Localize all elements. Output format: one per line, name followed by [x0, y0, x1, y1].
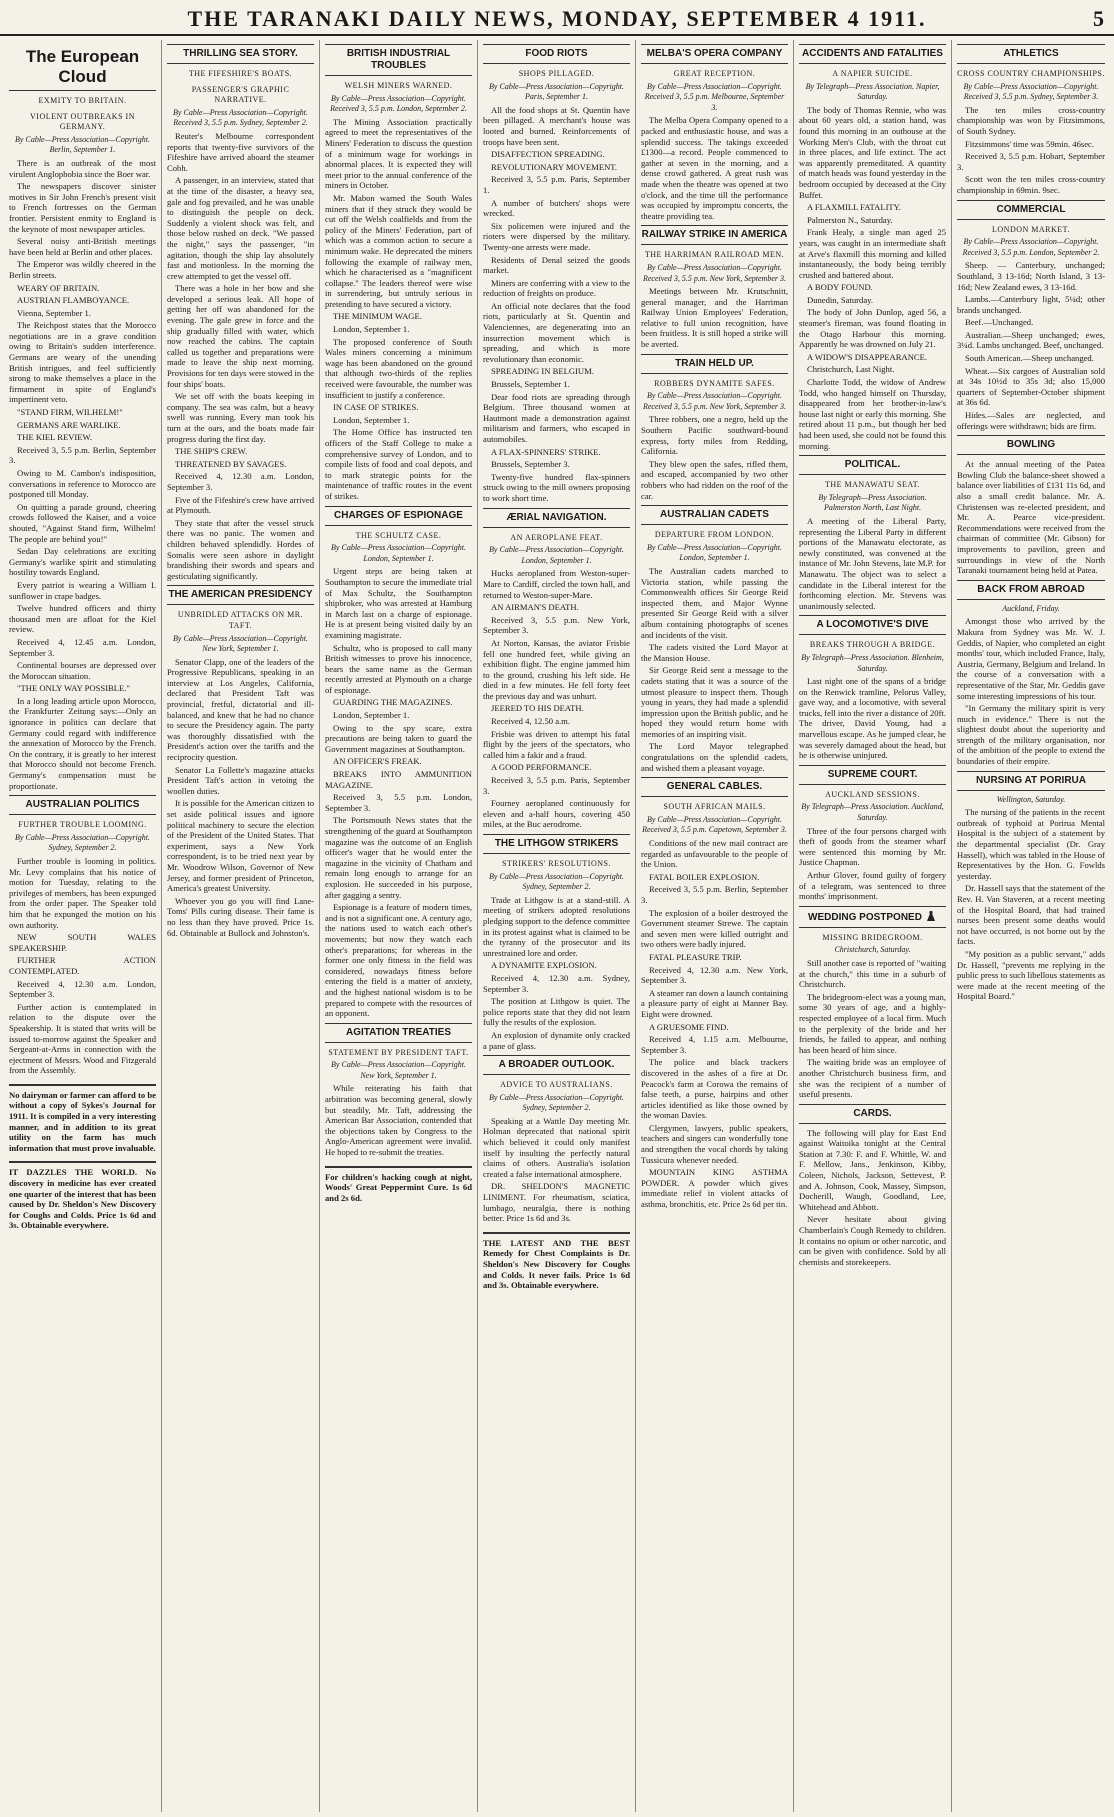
article-body — [325, 117, 472, 502]
article-body — [799, 826, 946, 902]
article-headline: AGITATION TREATIES — [325, 1023, 472, 1043]
article — [799, 906, 946, 1100]
paragraph: At the annual meeting of the Patea Bowling Club the balance-sheet showed a balance over liabilities of £131 11s 6d, and also a small credit balance. Mr. A. Christensen was re-elected president, and Mr. A. Pearce vice-president. Recommendations were received from the chairman of committee (Mr. Gibson) for improvements to pavilion, green and surroundings in view of the North Taranaki tournament being held at Patea. — [957, 459, 1105, 576]
paragraph: A FLAXMILL FATALITY. — [807, 202, 901, 213]
article-dateline: By Cable—Press Association—Copyright. Berlin, September 1. — [15, 134, 150, 155]
paragraph: Frisbie was driven to attempt his fatal flight by the jeers of the spectators, who called him a fakir and a fraud. — [483, 728, 630, 760]
paragraph: Scott won the ten miles cross-country championship in 69min. 9sec. — [957, 174, 1105, 195]
bride-icon — [925, 910, 937, 922]
paragraph: Christchurch, Last Night. — [807, 364, 895, 375]
article-headline: BRITISH INDUSTRIAL TROUBLES — [325, 44, 472, 76]
advertisement: THE LATEST AND THE BEST Remedy for Chest Complaints is Dr. Sheldon's New Discovery for Coughs and Colds. It never fails. Price 1s 6d and 3s. Obtainable everywhere. — [483, 1232, 630, 1291]
paragraph: "In Germany the military spirit is very much in evidence." There is not the slightest doubt about the superiority and strength of the military organisation, nor of the ambition of the people to extend the boundaries of their empire. — [957, 703, 1105, 767]
paragraph: They blew open the safes, rifled them, and escaped, accompanied by two other robbers who had ridden on the roof of the car. — [641, 458, 788, 501]
article — [167, 585, 314, 938]
article — [167, 44, 314, 581]
paragraph: There was a hole in her bow and she developed a serious leak. All hope of getting her off was abandoned for the evening. The gale grew in force and the ship gradually filled with water, which now reached the cabins. The captain called us together and preparations were made to leave the ship next morning. Provisions for ten days were stowed in the four ships' boats. — [167, 283, 314, 389]
paragraph: BREAKS INTO AMMUNITION MAGAZINE. — [325, 769, 472, 790]
article-body — [957, 807, 1105, 1002]
article-headline: ATHLETICS — [957, 44, 1105, 64]
article — [9, 44, 156, 791]
newspaper-title: THE TARANAKI DAILY NEWS, MONDAY, SEPTEMBER 4 1911. — [187, 6, 927, 31]
article — [483, 44, 630, 504]
article-body — [799, 516, 946, 611]
column-7 — [952, 40, 1110, 1812]
article-dateline: By Cable—Press Association—Copyright. Sydney, September 2. — [489, 1092, 624, 1113]
paragraph: FATAL PLEASURE TRIP. — [649, 951, 742, 962]
article-dateline: By Cable—Press Association—Copyright. Sydney, September 2. — [15, 832, 150, 853]
article-body — [325, 1083, 472, 1157]
article-headline: SUPREME COURT. — [799, 765, 946, 785]
paragraph: At Norton, Kansas, the aviator Frisbie fell one hundred feet, while giving an exhibition flight. The engine jammed him to the ground, crushing his left side. He died in a few minutes. He fell forty feet the previous day and was unhurt. — [483, 637, 630, 701]
article-dateline: Christchurch, Saturday. — [834, 945, 911, 955]
article-subheading: ADVICE TO AUSTRALIANS. — [500, 1080, 613, 1090]
paragraph: Received 4, 12.30 a.m. New York, September 3. — [641, 964, 788, 986]
paragraph: GUARDING THE MAGAZINES. — [333, 697, 453, 708]
article-subheading: EXMITY TO BRITAIN. — [38, 96, 127, 105]
paragraph: NEW SOUTH WALES SPEAKERSHIP. — [9, 932, 156, 953]
paragraph: The nursing of the patients in the recent outbreak of typhoid at Porirua Mental Hospital is the subject of a statement by the departmental specialist (Dr. Gray Hassell), which was tabled in the House of Representatives by the Hon. G. Fowlds yesterday. — [957, 807, 1105, 881]
article-dateline: By Cable—Press Association—Copyright. Received 3, 5.5 p.m. Sydney, September 2. — [173, 107, 308, 128]
paragraph: IN CASE OF STRIKES. — [333, 402, 419, 413]
paragraph: Twelve hundred officers and thirty thousand men are afloat for the Kiel review. — [9, 603, 156, 635]
paragraph: Hides.—Sales are neglected, and offerings were withdrawn; bids are firm. — [957, 410, 1105, 431]
paragraph: Hucks aeroplaned from Weston-super-Mare to Cardiff, circled the town hall, and returned to Weston-super-Mare. — [483, 568, 630, 600]
article-dateline: By Cable—Press Association—Copyright. Received 3, 5.5 p.m. London, September 2. — [962, 237, 1100, 257]
paragraph: Five of the Fifeshire's crew have arrived at Plymouth. — [167, 494, 314, 516]
paragraph: Senator La Follette's magazine attacks President Taft's action in vetoing the woollen duties. — [167, 764, 314, 796]
paragraph: Fitzsimmons' time was 59min. 46sec. — [965, 138, 1095, 149]
article-headline: A LOCOMOTIVE'S DIVE — [799, 615, 946, 635]
article-headline: RAILWAY STRIKE IN AMERICA — [641, 225, 788, 245]
article — [799, 765, 946, 902]
paragraph: Palmerston N., Saturday. — [807, 214, 893, 225]
article-subheading: ROBBERS DYNAMITE SAFES. — [654, 378, 775, 388]
paragraph: Sedan Day celebrations are exciting Germany's warlike spirit and stimulating hostility towards England. — [9, 546, 156, 578]
paragraph: Whoever you go you will find Lane-Toms' Pills curing disease. Their fame is no less than they have proved. Price 1s. 6d. Obtainable at Bullock and Johnston's. — [167, 895, 314, 938]
article-body — [799, 676, 946, 761]
article-subheading: WELSH MINERS WARNED. — [344, 81, 453, 90]
paragraph: Received 4, 1.15 a.m. Melbourne, September 3. — [641, 1034, 788, 1055]
article-body — [799, 1128, 946, 1268]
paragraph: The Melba Opera Company opened to a packed and enthusiastic house, and was a splendid success. The takings exceeded £1300—a record. People commenced to gather at seven in the morning, and a dense crowd gathered. A great rush was made when the theatre was opened at two o'clock, and the time till the performance was occupied by impromptu concerts, the theatre providing tea. — [641, 115, 788, 221]
paragraph: Still another case is reported of "waiting at the church," this time in a suburb of Christchurch. — [799, 957, 946, 990]
article-headline: A BROADER OUTLOOK. — [483, 1055, 630, 1075]
article-headline: WEDDING POSTPONED — [799, 906, 946, 928]
paragraph: Conditions of the new mail contract are regarded as unfavourable to the people of the Union. — [641, 838, 788, 870]
paragraph: Owing to M. Cambon's indisposition, conversations in reference to Morocco are postponed till Monday. — [9, 468, 156, 500]
article-dateline: By Telegraph—Press Association. Napier, Saturday. — [805, 81, 940, 102]
paragraph: Dunedin, Saturday. — [807, 294, 874, 305]
paragraph: The explosion of a boiler destroyed the Government steamer Strewe. The captain and seven men were killed outright and two others were badly injured. — [641, 907, 788, 950]
article-body — [799, 958, 946, 1100]
article — [325, 506, 472, 1019]
article-dateline: By Cable—Press Association—Copyright. Received 3, 5.5 p.m. Sydney, September 3. — [963, 81, 1099, 102]
article — [641, 354, 788, 502]
paragraph: The ten miles cross-country championship was won by Fitzsimmons, of South Sydney. — [957, 104, 1105, 136]
paragraph: In a long leading article upon Morocco, the Frankfurter Zeitung says:—Only an ignorance in politics can declare that Germany could regard with indifference the annexation of Morocco by the French. On the contrary, it is greatly to her interest that Morocco should not become French. Germany's compensation must be proportionate. — [9, 695, 156, 791]
article-dateline: By Cable—Press Association—Copyright. Received 3, 5.5 p.m. New York, September 3. — [642, 391, 786, 411]
article-body — [641, 414, 788, 501]
article-subheading: SHOPS PILLAGED. — [518, 69, 595, 78]
article-subheading: CROSS COUNTRY CHAMPIONSHIPS. — [957, 69, 1105, 78]
paragraph: South American.—Sheep unchanged. — [965, 353, 1094, 364]
paragraph: A GRUESOME FIND. — [649, 1021, 729, 1032]
paragraph: Received 4, 12.30 a.m. London, September 3. — [9, 978, 156, 1000]
article-headline: The European Cloud — [9, 44, 156, 91]
article-body — [957, 105, 1105, 196]
paragraph: On quitting a parade ground, cheering crowds followed the Kaiser, and a voice shouted, "Against Stand firm, Wilhelm! The people are behind you!" — [9, 501, 156, 544]
paragraph: Received 3, 5.5 p.m. Berlin, September 3. — [641, 884, 788, 905]
paragraph: Several noisy anti-British meetings have been held at Berlin and other places. — [9, 236, 156, 257]
article-headline: FOOD RIOTS — [483, 44, 630, 64]
paragraph: An explosion of dynamite only cracked a pane of glass. — [483, 1029, 630, 1051]
paragraph: Received 3, 5.5 p.m. London, September 3. — [325, 792, 472, 813]
article-dateline: By Telegraph—Press Association. Auckland, Saturday. — [801, 802, 944, 823]
paragraph: The position at Lithgow is quiet. The police reports state that they did not learn fully the results of the explosion. — [483, 996, 630, 1028]
paragraph: DISAFFECTION SPREADING. — [491, 149, 605, 160]
paragraph: Three of the four persons charged with theft of goods from the steamer wharf were sentenced this morning by Mr. Justice Chapman. — [799, 825, 946, 868]
paragraph: Further action is contemplated in relation to the dispute over the Speakership. It is stated that writs will be issued to-morrow against the Speaker and Sergeant-at-Arms in connection with the ejectment of Messrs. Wood and Fitzgerald from the Assembly. — [9, 1001, 156, 1076]
paragraph: The Emperor was wildly cheered in the Berlin streets. — [9, 259, 156, 280]
paragraph: Received 3, 5.5 p.m. Berlin, September 3. — [9, 444, 156, 466]
paragraph: Dear food riots are spreading through Belgium. Three thousand women at Hautmont made a demonstration against militarism and farmers, who escaped in automobiles. — [483, 391, 630, 444]
article-subheading: DEPARTURE FROM LONDON. — [654, 530, 775, 540]
paragraph: Clergymen, lawyers, public speakers, teachers and singers can wonderfully tone and strengthen the vocal chords by taking Tussicura whenever needed. — [641, 1122, 788, 1165]
article-headline: NURSING AT PORIRUA — [957, 771, 1105, 791]
article-dateline: By Cable—Press Association—Copyright. Received 3, 5.5 p.m. New York, September 3. — [642, 262, 786, 283]
article-dateline: By Cable—Press Association—Copyright. Received 3, 5.5 p.m. London, September 2. — [330, 93, 467, 114]
paragraph: "STAND FIRM, WILHELM!" — [17, 407, 123, 418]
paragraph: Beef.—Unchanged. — [965, 317, 1034, 328]
article-body — [957, 616, 1105, 766]
article — [641, 44, 788, 221]
paragraph: A WIDOW'S DISAPPEARANCE. — [807, 351, 928, 362]
paragraph: Australian.—Sheep unchanged; ewes, 3¼d. Lambs unchanged. Beef, unchanged. — [957, 329, 1105, 351]
paragraph: Arthur Glover, found guilty of forgery of a telegram, was sentenced to three months' imprisonment. — [799, 870, 946, 902]
paragraph: Received 3, 5.5 p.m. New York, September 3. — [483, 614, 630, 636]
article-headline: COMMERCIAL — [957, 200, 1105, 220]
article-subheading: STRIKERS' RESOLUTIONS. — [502, 859, 611, 868]
paragraph: Charlotte Todd, the widow of Andrew Todd, who hanged himself on Thursday, disappeared from her brother-in-law's house last night or early this morning. She retired about 11 p.m., but though her bed had been used, she could not be found this morning. — [799, 377, 946, 451]
column-4 — [478, 40, 636, 1812]
paragraph: GERMANS ARE WARLIKE. — [17, 419, 121, 430]
article-body — [483, 105, 630, 504]
paragraph: A steamer ran down a launch containing a pleasure party of eight at Manner Bay. Eight were drowned. — [641, 987, 788, 1019]
article-headline: TRAIN HELD UP. — [641, 354, 788, 374]
paragraph: AUSTRIAN FLAMBOYANCE. — [17, 295, 130, 306]
paragraph: Frank Healy, a single man aged 25 years, was caught in an intermediate shaft at Arve's flaxmill this morning and killed instantaneously, the body being terribly crushed and battered about. — [799, 227, 946, 280]
paragraph: The following will play for East End against Waitoika tonight at the Central Station at 7.30: F. and F. Whittle, W. and F. Mellow, Jans., Jenkinson, Kibby, Coleen, Nichols, Jackson, Settevest, P. and A. Johnson, Cook, Massey, Simpson, Docherill, Waugh, Goodland, Lee, Whitehead and Abbott. — [799, 1127, 946, 1212]
article — [799, 1104, 946, 1268]
article-body — [9, 158, 156, 791]
article-body — [483, 568, 630, 830]
paragraph: Twenty-five hundred flax-spinners struck owing to the mill owners proposing to work short time. — [483, 471, 630, 503]
paragraph: All the food shops at St. Quentin have been pillaged. A merchant's house was looted and burned. Reinforcements of troops have been sent. — [483, 104, 630, 147]
article — [483, 834, 630, 1051]
article-subheading: VIOLENT OUTBREAKS IN GERMANY. — [30, 111, 135, 132]
article-headline: ÆRIAL NAVIGATION. — [483, 508, 630, 528]
article-headline: AUSTRALIAN POLITICS — [9, 795, 156, 815]
advertisement: No dairyman or farmer can afford to be without a copy of Sykes's Journal for 1911. It is compiled in a very interesting manner, and in addition to its great utility on the farm has much information that must prove invaluable. — [9, 1084, 156, 1154]
article-subheading: BREAKS THROUGH A BRIDGE. — [809, 640, 936, 650]
article-body — [641, 566, 788, 773]
article-body — [9, 856, 156, 1076]
paragraph: Dr. Hassell says that the statement of the Rev. H. Van Staveren, at a recent meeting of the Hospital Board, that had trained nurses been present some deaths would not have occurred, is not borne out by the facts. — [957, 883, 1105, 947]
article-subheading: THE SCHULTZ CASE. — [355, 530, 442, 540]
article-subheading: THE HARRIMAN RAILROAD MEN. — [644, 250, 785, 260]
paragraph: Meetings between Mr. Krutschnitt, general manager, and the Harriman Railway Union Employees' Federation, relative to full union recognition, have been fruitless. It is still hoped a strike will be averted. — [641, 286, 788, 350]
paragraph: AN OFFICER'S FREAK. — [333, 756, 422, 767]
paragraph: While reiterating his faith that arbitration was becoming general, slowly but steadily, Mr. Taft, addressing the American Bar Association, contended that the objections taken by Congress to the Anglo-American agreement were invalid. He hoped to re-submit the treaties. — [325, 1083, 472, 1158]
paragraph: DR. SHELDON'S MAGNETIC LINIMENT. For rheumatism, sciatica, lumbago, neuralgia, there is nothing better. Price 1s 6d and 3s. — [483, 1181, 630, 1224]
paragraph: Received 4, 12.30 a.m. Sydney, September 3. — [483, 972, 630, 994]
paragraph: The proposed conference of South Wales miners concerning a minimum wage has been abandoned on the ground that although two-thirds of the replies received were favourable, the number was insufficient to justify a conference. — [325, 336, 472, 400]
column-3 — [320, 40, 478, 1812]
article — [957, 771, 1105, 1002]
paragraph: London, September 1. — [333, 710, 410, 721]
article-body — [641, 286, 788, 350]
paragraph: London, September 1. — [333, 414, 410, 425]
article — [641, 505, 788, 773]
article — [325, 1023, 472, 1158]
paragraph: An official note declares that the food riots, particularly at St. Quentin and Valenciennes, are degenerating into an insurrection movement which is spreading, and which is more revolutionary than economic. — [483, 300, 630, 364]
article-headline: AUSTRALIAN CADETS — [641, 505, 788, 525]
paragraph: Every patriot is wearing a William I. sunflower in crape badges. — [9, 579, 156, 601]
article-subheading: LONDON MARKET. — [992, 224, 1070, 234]
article-dateline: By Cable—Press Association—Copyright. New York, September 1. — [173, 633, 308, 654]
paragraph: Miners are conferring with a view to the reduction of freights on produce. — [483, 277, 630, 299]
article-subheading: PASSENGER'S GRAPHIC NARRATIVE. — [191, 84, 290, 105]
article — [957, 580, 1105, 767]
article-body — [799, 105, 946, 451]
paragraph: London, September 1. — [333, 324, 410, 335]
article-dateline: By Cable—Press Association—Copyright. Paris, September 1. — [489, 81, 624, 102]
article — [641, 777, 788, 1209]
column-2 — [162, 40, 320, 1812]
article-subheading: AN AEROPLANE FEAT. — [510, 532, 603, 542]
paragraph: The police and black trackers discovered in the ashes of a fire at Dr. Peacock's farm at Corowa the remains of false teeth, a purse, hairpins and other articles identified as like those owned by the woman Davies. — [641, 1057, 788, 1121]
article-body — [325, 566, 472, 1018]
article-dateline: By Cable—Press Association—Copyright. Received 3, 5.5 p.m. Melbourne, September 3. — [644, 81, 785, 112]
article-headline: THE AMERICAN PRESIDENCY — [167, 585, 314, 605]
paragraph: The body of Thomas Rennie, who was about 60 years old, a station hand, was found this morning in an outhouse at the Working Men's Club, with the throat cut in three places, and life extinct. The act was apparently premeditated. A quantity of match heads was found yesterday in the bedroom occupied by deceased at the City Buffet. — [799, 104, 946, 200]
article-dateline: Wellington, Saturday. — [996, 794, 1066, 804]
column-1 — [4, 40, 162, 1812]
article-dateline: By Cable—Press Association—Copyright. Received 3, 5.5 p.m. Capetown, September 3. — [642, 814, 787, 835]
article-headline: THE LITHGOW STRIKERS — [483, 834, 630, 854]
article — [957, 435, 1105, 576]
article-dateline: By Cable—Press Association—Copyright. New York, September 1. — [331, 1060, 466, 1080]
paragraph: It is possible for the American citizen to set aside political issues and ignore political machinery to secure the election of the President of the United States. That experiment, says a New York correspondent, is to be tried next year by Mr. Woodrow Wilson, Governor of New Jersey, and former president of Princeton, America's greatest University. — [167, 798, 314, 894]
paragraph: The Portsmouth News states that the strengthening of the guard at Southampton magazine was the outcome of an English officer's wager that he would enter the magazine in the vicinity of Chatham and remain long enough to arrange for an explosion. He succeeded in his purpose, after gagging a sentry. — [325, 815, 472, 900]
article-subheading: A NAPIER SUICIDE. — [832, 69, 913, 78]
masthead — [0, 0, 1114, 36]
paragraph: There is an outbreak of the most virulent Anglophobia since the Boer war. — [9, 157, 156, 179]
article — [957, 200, 1105, 432]
paragraph: Espionage is a feature of modern times, and is not a significant one. A century ago, the nations used to watch each other's movements; but now they watch each other's preparations; for whereas in the former one only fitness in the field was considered, nowadays fitness before entering the field is a matter of anxiety, and the highest national wisdom is to be prepared to compete with the resources of an opponent. — [325, 902, 472, 1019]
article — [9, 795, 156, 1076]
paragraph: "My position as a public servant," adds Dr. Hassell, "prevents me replying in the public press to such libellous statements as were made at the recent meeting of the Hospital Board." — [957, 948, 1105, 1002]
article-headline: BOWLING — [957, 435, 1105, 455]
article-dateline: By Cable—Press Association—Copyright. London, September 1. — [647, 542, 782, 563]
article — [325, 44, 472, 502]
paragraph: Never hesitate about giving Chamberlain's Cough Remedy to children. It contains no opium or other narcotic, and can be given with confidence. Sold by all chemists and storekeepers. — [799, 1214, 946, 1267]
article-body — [957, 260, 1105, 431]
article-body — [483, 1116, 630, 1224]
article-body — [167, 131, 314, 581]
article-dateline: By Cable—Press Association—Copyright. London, September 1. — [331, 543, 466, 563]
article-subheading: MISSING BRIDEGROOM. — [822, 932, 923, 942]
paragraph: A meeting of the Liberal Party, representing the Liberal Party in different portions of the Manawatu electorate, as newly constituted, was convened at the instance of Mr. John Stevens, late M.P. for Manawatu. The object was to select a candidate in the Liberal interest for the forthcoming election. Mr. Stevens was unanimously selected. — [799, 515, 946, 611]
paragraph: MOUNTAIN KING ASTHMA POWDER. A powder which gives immediate relief in violent attacks of asthma, bronchitis, etc. Price 2s 6d per tin. — [641, 1167, 788, 1210]
paragraph: AN AIRMAN'S DEATH. — [491, 602, 579, 613]
paragraph: Brussels, September 1. — [491, 379, 570, 390]
article-body — [641, 838, 788, 1210]
article-dateline: By Cable—Press Association—Copyright. London, September 1. — [489, 545, 624, 565]
article — [799, 615, 946, 761]
paragraph: The Mining Association practically agreed to meet the representatives of the Miners' Federation to discuss the question of a minimum wage for workings in abnormal places. It is expected they will meet prior to the annual conference of the miners in October. — [325, 116, 472, 191]
article — [483, 508, 630, 830]
paragraph: Mr. Mabon warned the South Wales miners that if they struck they would be cut off the Welsh coalfields and from the policy of the Miners' Federation, part of which was a common action to secure a minimum wake. He deprecated the miners following the example of railway men, which he characterised as a "magnificent collapse." The leaders thereof were wise in surrendering, but untruly serious in pretending to have secured a victory. — [325, 192, 472, 309]
article-headline: BACK FROM ABROAD — [957, 580, 1105, 600]
paragraph: Further trouble is looming in politics. Mr. Levy complains that his notice of motion for Tuesday, relating to the privileges of members, has been expunged from the order paper. The Speaker told him that he expunged the motion on his own authority. — [9, 856, 156, 930]
article-headline: CHARGES OF ESPIONAGE — [325, 506, 472, 526]
paragraph: Owing to the spy scare, extra precautions are being taken to guard the Government magazines at Southampton. — [325, 722, 472, 754]
paragraph: Last night one of the spans of a bridge on the Renwick tramline, Pelorus Valley, gave way, and a locomotive, with several trucks, fell into the river a distance of 20ft. The driver, David Young, had a marvellous escape. As he jumped clear, he was severely damaged about the head, but he is otherwise uninjured. — [799, 676, 947, 761]
paragraph: Reuter's Melbourne correspondent reports that twenty-five survivors of the Fifeshire have arrived aboard the steamer Cobh. — [167, 130, 314, 173]
article-subheading: UNBRIDLED ATTACKS ON MR. TAFT. — [177, 610, 304, 630]
paragraph: FATAL BOILER EXPLOSION. — [649, 871, 760, 882]
paragraph: Received 3, 5.5 p.m. Paris, September 1. — [483, 174, 630, 195]
paragraph: Vienna, September 1. — [17, 307, 91, 318]
advertisement: IT DAZZLES THE WORLD. No discovery in medicine has ever created one quarter of the interest that has been caused by Dr. Sheldon's New Discovery for Coughs and Colds. Price 1s 6d and 3s. Obtainable everywhere. — [9, 1161, 156, 1231]
paragraph: Sheep. — Canterbury, unchanged; Southland, 3 13-16d; North Island, 3 13-16d; New Zealand ewes, 3 13-16d. — [957, 260, 1105, 292]
article-subheading: SOUTH AFRICAN MAILS. — [663, 802, 766, 812]
paragraph: Three robbers, one a negro, held up the Southern Pacific southward-bound express, forty miles from Redding, California. — [641, 414, 788, 457]
article-dateline: By Cable—Press Association—Copyright. Sydney, September 2. — [489, 871, 624, 892]
paragraph: The Home Office has instructed ten officers of the Staff College to make a comprehensive survey of London, and to compile lists of food and coal depots, and to mark strategic points for the maintenance of traffic routes in the event of strikes. — [325, 427, 472, 501]
paragraph: The Lord Mayor telegraphed congratulations on the splendid cadets, and wished them a pleasant voyage. — [641, 741, 788, 773]
article — [483, 1055, 630, 1224]
article-body — [167, 657, 314, 938]
article-dateline: Auckland, Friday. — [1002, 603, 1060, 613]
paragraph: SPREADING IN BELGIUM. — [491, 366, 594, 377]
paragraph: A GOOD PERFORMANCE. — [491, 762, 592, 773]
article-body — [957, 459, 1105, 576]
advertisement: For children's hacking cough at night, Woods' Great Peppermint Cure. 1s 6d and 2s 6d. — [325, 1166, 472, 1204]
article-subheading: FURTHER TROUBLE LOOMING. — [18, 820, 147, 830]
article-headline: GENERAL CABLES. — [641, 777, 788, 797]
paragraph: Senator Clapp, one of the leaders of the Progressive Republicans, speaking in an interview at Los Angeles, California, declared that President Taft was provincial, fretful, dictatorial and ill-balanced, and knew that he had no chance to secure the Presidency again. The party was thoroughly dissatisfied with the President's action over the tariffs and the reciprocity question. — [167, 656, 314, 763]
column-6 — [794, 40, 952, 1812]
paragraph: They state that after the vessel struck there was no panic. The women and children behaved splendidly. Hordes of Somalis were seen ashore in daylight brandishing their swords and spears and gesticulating significantly. — [167, 517, 314, 581]
paragraph: REVOLUTIONARY MOVEMENT. — [491, 161, 618, 172]
article — [641, 225, 788, 349]
paragraph: The cadets visited the Lord Mayor at the Mansion House. — [641, 642, 788, 663]
article-subheading: THE FIFESHIRE'S BOATS. — [188, 69, 293, 78]
paragraph: THREATENED BY SAVAGES. — [175, 458, 287, 469]
article-subheading: AUCKLAND SESSIONS. — [825, 789, 920, 799]
article — [957, 44, 1105, 196]
paragraph: Speaking at a Wattle Day meeting Mr. Holman deprecated that national spirit which believed it could only manifest itself by insulting the perfectly natural claims of others. Australia's isolation created a false international atmosphere. — [483, 1115, 630, 1179]
article-headline: CARDS. — [799, 1104, 946, 1124]
article-dateline: By Telegraph—Press Association. Palmerston North, Last Night. — [818, 492, 927, 513]
paragraph: The body of John Dunlop, aged 56, a steamer's fireman, was found floating in the Otago Harbour this morning. Apparently he was drowned on July 21. — [799, 307, 946, 350]
paragraph: Trade at Lithgow is at a stand-still. A meeting of strikers adopted resolutions pledging support to the defence committee in its protest against what is claimed to be the tyranny of the prosecutor and its unrestrained lore and order. — [483, 894, 630, 958]
article-body — [641, 115, 788, 221]
page-number: 5 — [1093, 6, 1104, 31]
paragraph: A number of butchers' shops were wrecked. — [483, 197, 630, 219]
paragraph: Continental bourses are depressed over the Moroccan situation. — [9, 660, 156, 681]
paragraph: FURTHER ACTION CONTEMPLATED. — [9, 955, 156, 976]
paragraph: A FLAX-SPINNERS' STRIKE. — [491, 446, 601, 457]
paragraph: Received 3, 5.5 p.m. Hobart, September 3. — [957, 151, 1105, 172]
paragraph: Schultz, who is proposed to call many British witnesses to prove his innocence, bears the same name as the German recently arrested at Plymouth on a charge of espionage. — [325, 642, 472, 695]
article — [799, 455, 946, 611]
paragraph: The Australian cadets marched to Victoria station, while passing the Commonwealth offices Sir George Reid inspected them, and Major Wynne presented Sir George Reid with a silver album containing photographs of scenes and incidents of the visit. — [641, 565, 788, 640]
newspaper-columns — [4, 40, 1110, 1812]
paragraph: Six policemen were injured and the rioters were dispersed by the military. Twenty-one arrests were made. — [483, 220, 630, 252]
article-subheading: GREAT RECEPTION. — [673, 69, 756, 78]
paragraph: THE MINIMUM WAGE. — [333, 311, 422, 322]
paragraph: Fourney aeroplaned continuously for eleven and a-half hours, covering 450 miles, at the Buc aerodrome. — [483, 798, 630, 830]
paragraph: Lambs.—Canterbury light, 5¼d; other brands unchanged. — [957, 294, 1105, 315]
paragraph: THE KIEL REVIEW. — [17, 432, 93, 443]
paragraph: Amongst those who arrived by the Makura from Sydney was Mr. W. J. Geddis, of Napier, who completed an eight months' tour, which included France, Italy, Austria, Germany, Belgium and Ireland. In the course of a conversation with a representative of the Star, Mr. Geddis gave some interesting impressions of his tour. — [957, 616, 1105, 701]
article-subheading: STATEMENT BY PRESIDENT TAFT. — [328, 1047, 469, 1057]
paragraph: Received 3, 5.5 p.m. Paris, September 3. — [483, 775, 630, 796]
paragraph: JEERED TO HIS DEATH. — [491, 703, 584, 714]
paragraph: A BODY FOUND. — [807, 282, 873, 293]
paragraph: "THE ONLY WAY POSSIBLE." — [17, 683, 130, 694]
article-headline: MELBA'S OPERA COMPANY — [641, 44, 788, 64]
paragraph: WEARY OF BRITAIN. — [17, 282, 100, 293]
paragraph: Received 4, 12.30 a.m. London, September 3. — [167, 471, 314, 492]
paragraph: Urgent steps are being taken at Southampton to secure the immediate trial of Max Schultz, the Southampton shipbroker, who was arrested at Hamburg in March last on a charge of espionage. He is at present being visited daily by an examining magistrate. — [325, 566, 472, 640]
article-dateline: By Telegraph—Press Association. Blenheim, Saturday. — [801, 652, 944, 673]
paragraph: Sir George Reid sent a message to the cadets stating that it was a source of the utmost pleasure to inspect them. Though young in years, they had made a splendid impression upon the British public, and he hoped they would return home with memories of an inspiring visit. — [641, 665, 788, 739]
article-headline: THRILLING SEA STORY. — [167, 44, 314, 64]
paragraph: A passenger, in an interview, stated that at the time of the disaster, a heavy sea, gale and fog prevailed, and he was unable to distinguish the people on deck. Suddenly a violent shock was felt, and those below rushed on deck. "We passed the night," says the passenger, "in agitation, though the ship lay absolutely fast and motionless. In the morning the crew attempted to get the vessel off. — [167, 175, 314, 281]
paragraph: A DYNAMITE EXPLOSION. — [491, 960, 597, 971]
paragraph: Received 4, 12.50 a.m. — [491, 716, 570, 727]
paragraph: Wheat.—Six cargoes of Australian sold at 34s 10½d to 35s 3d; also 15,000 quarters of September-October shipment at 36s 6d. — [957, 365, 1105, 408]
paragraph: The waiting bride was an employee of another Christchurch business firm, and she was the recipient of a number of useful presents. — [799, 1057, 946, 1100]
paragraph: Brussels, September 3. — [491, 459, 570, 470]
paragraph: Residents of Denal seized the goods market. — [483, 254, 630, 276]
article-body — [483, 895, 630, 1051]
paragraph: The bridegroom-elect was a young man, some 30 years of age, and a highly-respected employee of a local firm. Much to the perplexity of the bride and her friends, he failed to appear, and nothing has been heard of him since. — [799, 991, 946, 1055]
paragraph: Received 4, 12.45 a.m. London, September 3. — [9, 636, 156, 658]
paragraph: The newspapers discover sinister motives in Sir John French's present visit to French fortresses on the German frontier. Persistent enmity to England is the keynote of most newspaper articles. — [9, 181, 156, 234]
paragraph: The Reichpost states that the Morocco negotiations are in a grave condition owing to Britain's sudden interference. Germans are weary of the unending British intrigues, and feel sufficiently strong to make themselves a place in the firmament in spite of England's impertinent veto. — [9, 320, 156, 405]
column-5 — [636, 40, 794, 1812]
article-headline: ACCIDENTS AND FATALITIES — [799, 44, 946, 64]
paragraph: We set off with the boats keeping in company. The sea was calm, but a heavy swell was running. Every man took his turn at the oars, and the boats made fair progress during the first day. — [167, 391, 314, 444]
article — [799, 44, 946, 451]
paragraph: THE SHIP'S CREW. — [175, 446, 248, 457]
article-subheading: THE MANAWATU SEAT. — [824, 480, 921, 490]
article-headline: POLITICAL. — [799, 455, 946, 475]
